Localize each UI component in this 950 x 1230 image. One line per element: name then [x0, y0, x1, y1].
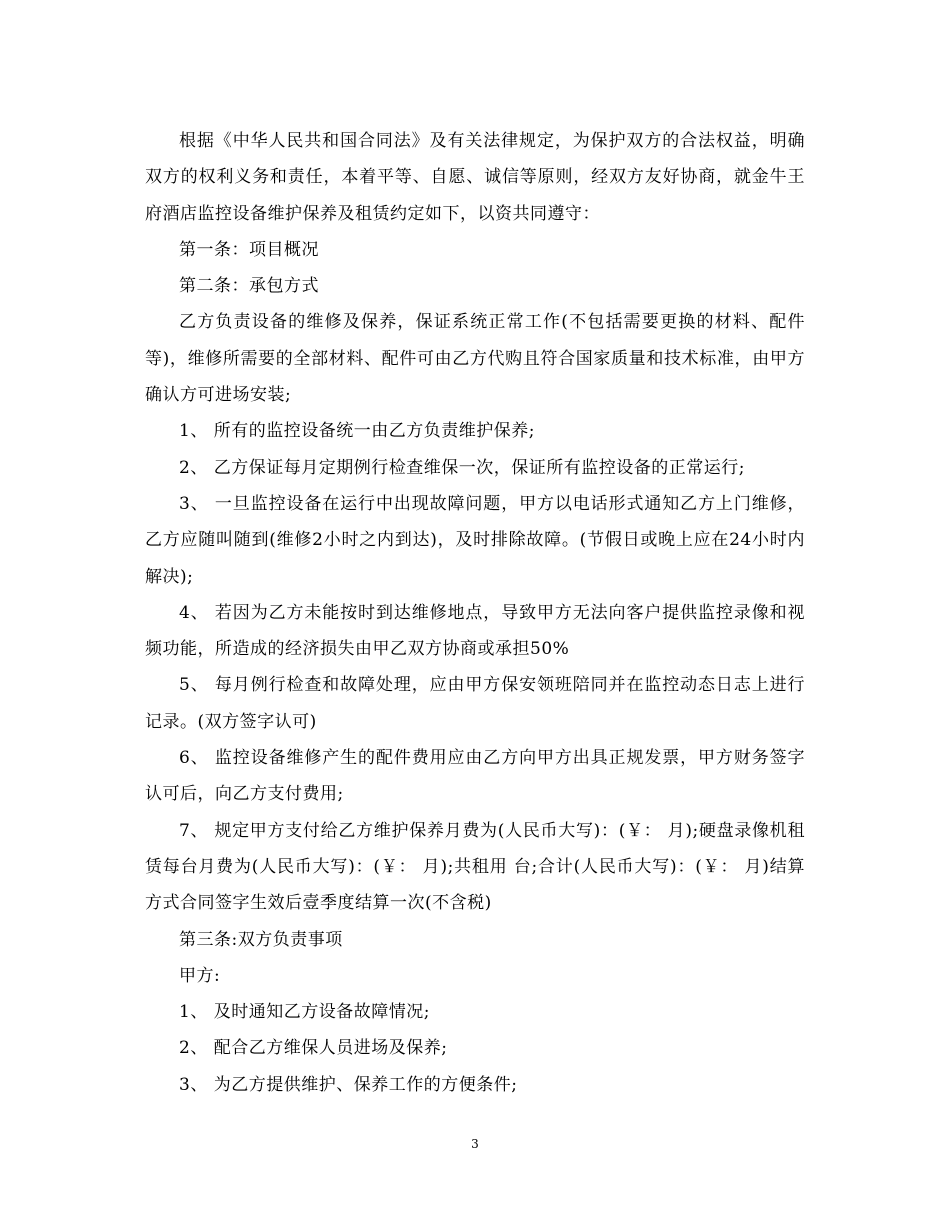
paragraph-item-7: 7、 规定甲方支付给乙方维护保养月费为(人民币大写)：(￥： 月);硬盘录像机租赁每台月费为(人民币大写)：(￥： 月);共租用 台;合计(人民币大写)：(￥： 月)结算方式合同签字生效后壹季度结算一次(不含税) [145, 820, 805, 914]
paragraph-article-2: 第二条：承包方式 [179, 276, 319, 297]
paragraph-article-1: 第一条：项目概况 [179, 239, 319, 260]
paragraph-preamble: 根据《中华人民共和国合同法》及有关法律规定，为保护双方的合法权益，明确双方的权利义务和责任，本着平等、自愿、诚信等原则，经双方友好协商，就金牛王府酒店监控设备维护保养及租赁约定如下，以资共同遵守： [145, 131, 805, 224]
paragraph-item-5: 5、 每月例行检查和故障处理，应由甲方保安领班陪同并在监控动态日志上进行记录。(双方签字认可) [145, 675, 805, 732]
paragraph-item-6: 6、 监控设备维修产生的配件费用应由乙方向甲方出具正规发票，甲方财务签字认可后，向乙方支付费用; [145, 748, 805, 805]
page-number: 3 [471, 1137, 479, 1151]
paragraph-party-a: 甲方: [179, 965, 221, 986]
paragraph-party-a-item-1: 1、 及时通知乙方设备故障情况; [179, 1002, 430, 1023]
paragraph-party-a-item-2: 2、 配合乙方维保人员进场及保养; [179, 1038, 448, 1059]
paragraph-item-4: 4、 若因为乙方未能按时到达维修地点，导致甲方无法向客户提供监控录像和视频功能，所造成的经济损失由甲乙双方协商或承担50% [145, 602, 805, 660]
document-body [145, 123, 805, 1103]
paragraph-party-a-item-3: 3、 为乙方提供维护、保养工作的方便条件; [179, 1074, 518, 1095]
paragraph-item-3: 3、 一旦监控设备在运行中出现故障问题，甲方以电话形式通知乙方上门维修，乙方应随叫随到(维修2小时之内到达)，及时排除故障。(节假日或晚上应在24小时内解决); [145, 493, 805, 587]
paragraph-contract-mode: 乙方负责设备的维修及保养，保证系统正常工作(不包括需要更换的材料、配件等)，维修所需要的全部材料、配件可由乙方代购且符合国家质量和技术标准，由甲方确认方可进场安装; [145, 312, 805, 406]
paragraph-article-3: 第三条:双方负责事项 [179, 929, 343, 950]
paragraph-item-1: 1、 所有的监控设备统一由乙方负责维护保养; [179, 421, 535, 442]
paragraph-item-2: 2、 乙方保证每月定期例行检查维保一次，保证所有监控设备的正常运行; [179, 457, 745, 478]
